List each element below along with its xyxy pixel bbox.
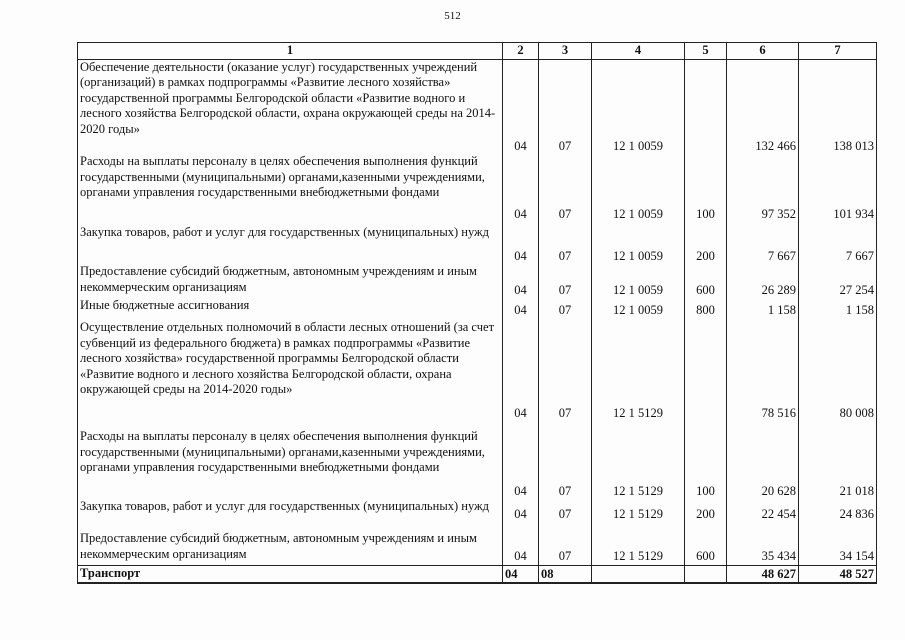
row-expense-type: 600	[685, 264, 727, 298]
table-row	[78, 298, 877, 318]
column-header-1: 1	[78, 43, 503, 60]
row-description: Закупка товаров, работ и услуг для государственных (муниципальных) нужд	[78, 222, 503, 264]
total-expense-type	[685, 565, 727, 583]
row-expense-type	[685, 318, 727, 429]
row-target-article: 12 1 5129	[592, 429, 685, 499]
total-amount-1: 48 627	[727, 565, 799, 583]
row-section: 04	[503, 222, 539, 264]
row-subsection: 07	[539, 298, 592, 318]
row-description: Осуществление отдельных полномочий в области лесных отношений (за счет субвенций из федерального бюджета) в рамках подпрограммы «Развитие лесного хозяйства» государственной программы Белгородской области «Развитие водного и лесного хозяйства Белгородской области, охрана окружающей среды на 2014-2020 годы»	[78, 318, 503, 429]
row-target-article: 12 1 5129	[592, 531, 685, 565]
row-amount-1: 22 454	[727, 499, 799, 531]
row-amount-1: 20 628	[727, 429, 799, 499]
table-row	[78, 531, 877, 565]
total-description: Транспорт	[78, 565, 503, 583]
row-expense-type	[685, 59, 727, 154]
row-amount-2: 80 008	[799, 318, 877, 429]
row-section: 04	[503, 499, 539, 531]
total-section: 04	[503, 565, 539, 583]
row-target-article: 12 1 5129	[592, 499, 685, 531]
row-amount-2: 138 013	[799, 59, 877, 154]
row-expense-type: 600	[685, 531, 727, 565]
row-section: 04	[503, 59, 539, 154]
page-number: 512	[444, 10, 461, 22]
row-subsection: 07	[539, 222, 592, 264]
column-header-6: 6	[727, 43, 799, 60]
row-subsection: 07	[539, 531, 592, 565]
row-section: 04	[503, 298, 539, 318]
table-row	[78, 154, 877, 222]
row-amount-1: 1 158	[727, 298, 799, 318]
row-subsection: 07	[539, 429, 592, 499]
table-row	[78, 499, 877, 531]
row-amount-2: 21 018	[799, 429, 877, 499]
row-subsection: 07	[539, 499, 592, 531]
row-expense-type: 800	[685, 298, 727, 318]
column-header-5: 5	[685, 43, 727, 60]
column-header-2: 2	[503, 43, 539, 60]
row-expense-type: 100	[685, 429, 727, 499]
table-row	[78, 222, 877, 264]
row-amount-2: 24 836	[799, 499, 877, 531]
row-description: Иные бюджетные ассигнования	[78, 298, 503, 318]
header-row	[78, 43, 877, 60]
row-amount-1: 26 289	[727, 264, 799, 298]
table-row	[78, 318, 877, 429]
row-target-article: 12 1 5129	[592, 318, 685, 429]
total-amount-2: 48 527	[799, 565, 877, 583]
total-target-article	[592, 565, 685, 583]
row-section: 04	[503, 154, 539, 222]
row-target-article: 12 1 0059	[592, 154, 685, 222]
row-amount-2: 7 667	[799, 222, 877, 264]
row-amount-1: 97 352	[727, 154, 799, 222]
total-subsection: 08	[539, 565, 592, 583]
table-row	[78, 264, 877, 298]
row-amount-2: 101 934	[799, 154, 877, 222]
row-subsection: 07	[539, 59, 592, 154]
row-description: Расходы на выплаты персоналу в целях обеспечения выполнения функций государственными (муниципальными) органами,казенными учреждениями, органами управления государственными внебюджетными фондами	[78, 154, 503, 222]
row-description: Предоставление субсидий бюджетным, автономным учреждениям и иным некоммерческим организациям	[78, 264, 503, 298]
row-description: Расходы на выплаты персоналу в целях обеспечения выполнения функций государственными (муниципальными) органами,казенными учреждениями, органами управления государственными внебюджетными фондами	[78, 429, 503, 499]
table-row	[78, 429, 877, 499]
row-section: 04	[503, 531, 539, 565]
row-section: 04	[503, 429, 539, 499]
row-amount-2: 27 254	[799, 264, 877, 298]
row-subsection: 07	[539, 264, 592, 298]
row-subsection: 07	[539, 318, 592, 429]
budget-table	[77, 42, 877, 584]
row-target-article: 12 1 0059	[592, 264, 685, 298]
row-amount-1: 7 667	[727, 222, 799, 264]
row-target-article: 12 1 0059	[592, 222, 685, 264]
column-header-3: 3	[539, 43, 592, 60]
row-amount-1: 132 466	[727, 59, 799, 154]
row-section: 04	[503, 264, 539, 298]
row-amount-2: 1 158	[799, 298, 877, 318]
row-description: Обеспечение деятельности (оказание услуг) государственных учреждений (организаций) в рамках подпрограммы «Развитие лесного хозяйства» государственной программы Белгородской области «Развитие водного и лесного хозяйства Белгородской области, охрана окружающей среды на 2014-2020 годы»	[78, 59, 503, 154]
total-row	[78, 565, 877, 583]
row-expense-type: 200	[685, 499, 727, 531]
row-target-article: 12 1 0059	[592, 298, 685, 318]
row-section: 04	[503, 318, 539, 429]
row-amount-2: 34 154	[799, 531, 877, 565]
row-target-article: 12 1 0059	[592, 59, 685, 154]
table-row	[78, 59, 877, 154]
row-amount-1: 35 434	[727, 531, 799, 565]
column-header-7: 7	[799, 43, 877, 60]
row-amount-1: 78 516	[727, 318, 799, 429]
row-expense-type: 200	[685, 222, 727, 264]
row-expense-type: 100	[685, 154, 727, 222]
column-header-4: 4	[592, 43, 685, 60]
row-description: Предоставление субсидий бюджетным, автономным учреждениям и иным некоммерческим организациям	[78, 531, 503, 565]
row-subsection: 07	[539, 154, 592, 222]
row-description: Закупка товаров, работ и услуг для государственных (муниципальных) нужд	[78, 499, 503, 531]
